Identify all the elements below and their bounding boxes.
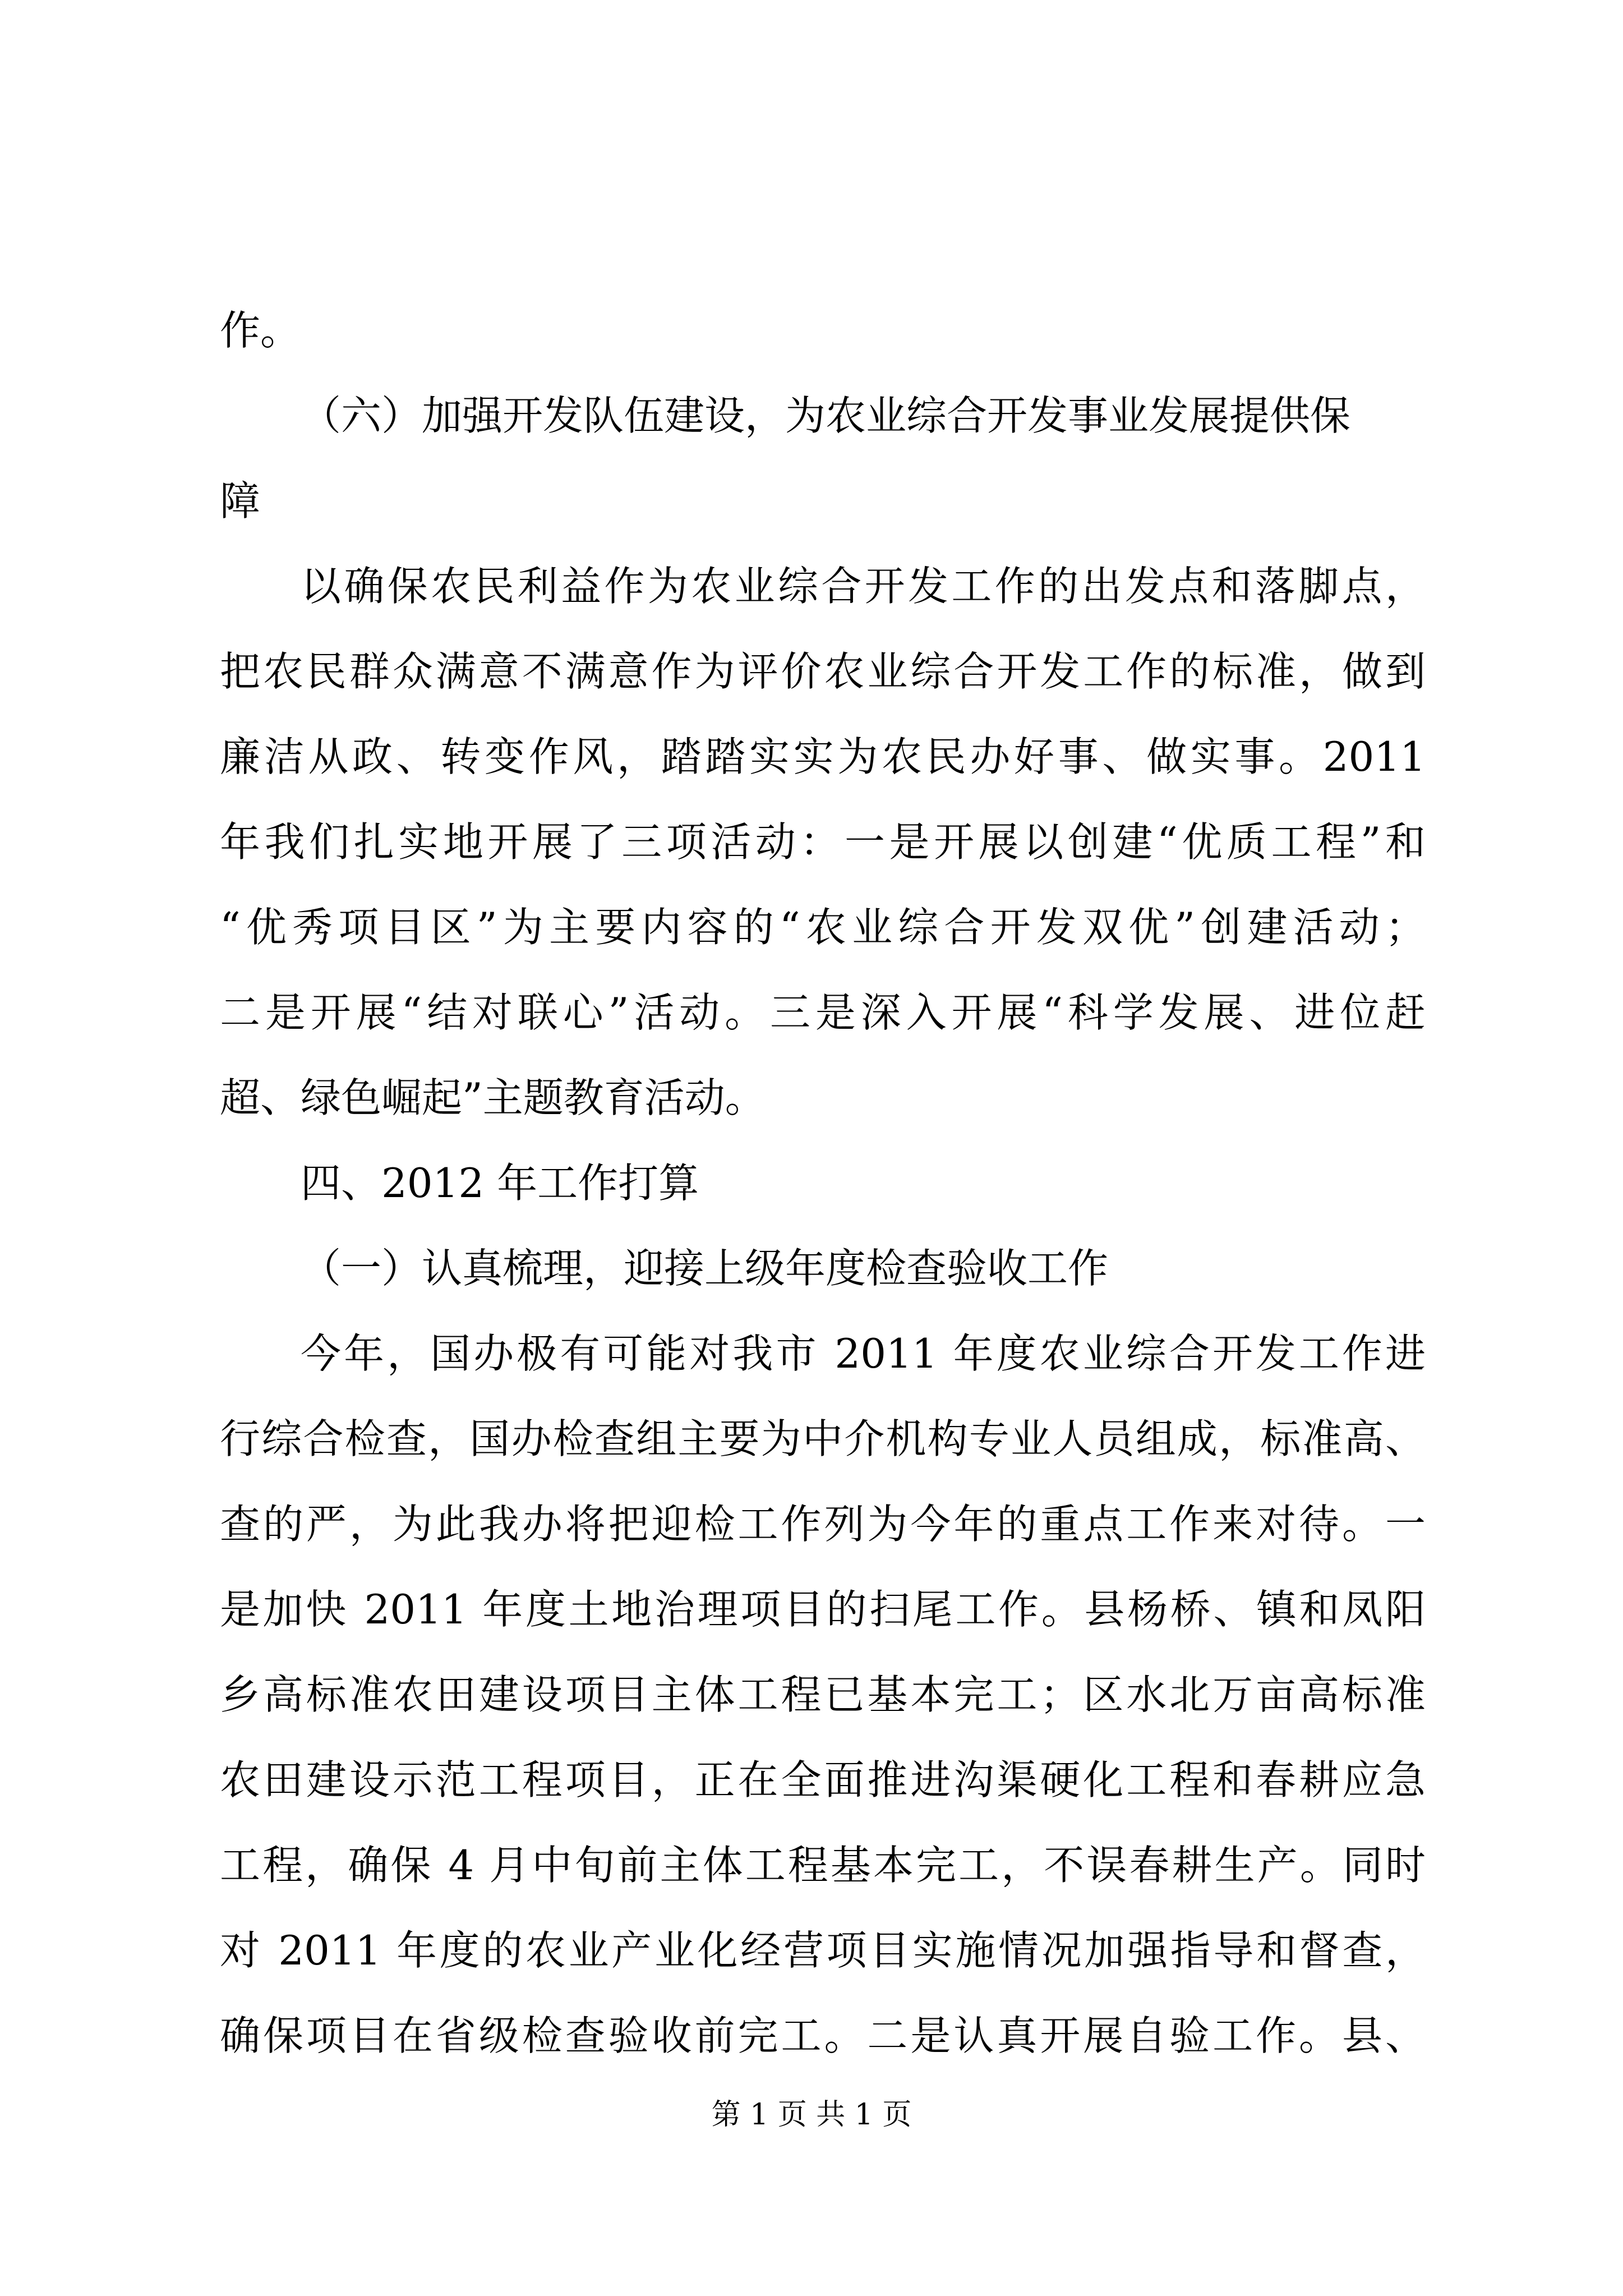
paragraph-line: 今年，国办极有可能对我市 2011 年度农业综合开发工作进: [301, 1330, 1426, 1377]
paragraph-line: “优秀项目区”为主要内容的“农业综合开发双优”创建活动；: [220, 904, 1426, 951]
text-line-3: 障: [220, 477, 261, 524]
paragraph-line: 确保项目在省级检查验收前完工。二是认真开展自验工作。县、: [220, 2012, 1426, 2059]
paragraph-line: 二是开展“结对联心”活动。三是深入开展“科学发展、进位赶: [220, 989, 1426, 1036]
paragraph-line: 超、绿色崛起”主题教育活动。: [220, 1074, 766, 1121]
text-line-1: 作。: [220, 307, 301, 354]
section-heading-1: （一）认真梳理，迎接上级年度检查验收工作: [301, 1245, 1109, 1292]
paragraph-line: 查的严，为此我办将把迎检工作列为今年的重点工作来对待。一: [220, 1501, 1426, 1548]
paragraph-line: 把农民群众满意不满意作为评价农业综合开发工作的标准，做到: [220, 648, 1426, 695]
paragraph-line: 行综合检查，国办检查组主要为中介机构专业人员组成，标准高、: [220, 1415, 1426, 1462]
paragraph-line: 是加快 2011 年度土地治理项目的扫尾工作。县杨桥、镇和凤阳: [220, 1586, 1426, 1633]
paragraph-line: 工程，确保 4 月中旬前主体工程基本完工，不误春耕生产。同时: [220, 1842, 1426, 1889]
paragraph-line: 农田建设示范工程项目，正在全面推进沟渠硬化工程和春耕应急: [220, 1756, 1426, 1803]
paragraph-line: 对 2011 年度的农业产业化经营项目实施情况加强指导和督查，: [220, 1927, 1426, 1974]
page-footer: 第 1 页 共 1 页: [711, 2098, 912, 2132]
paragraph-line: 以确保农民利益作为农业综合开发工作的出发点和落脚点，: [301, 563, 1426, 610]
paragraph-line: 乡高标准农田建设项目主体工程已基本完工；区水北万亩高标准: [220, 1671, 1426, 1718]
section-heading-4: 四、2012 年工作打算: [301, 1159, 699, 1207]
paragraph-line: 年我们扎实地开展了三项活动：一是开展以创建“优质工程”和: [220, 818, 1426, 866]
section-heading-6: （六）加强开发队伍建设，为农业综合开发事业发展提供保: [301, 392, 1351, 439]
paragraph-line: 廉洁从政、转变作风，踏踏实实为农民办好事、做实事。2011: [220, 733, 1426, 780]
